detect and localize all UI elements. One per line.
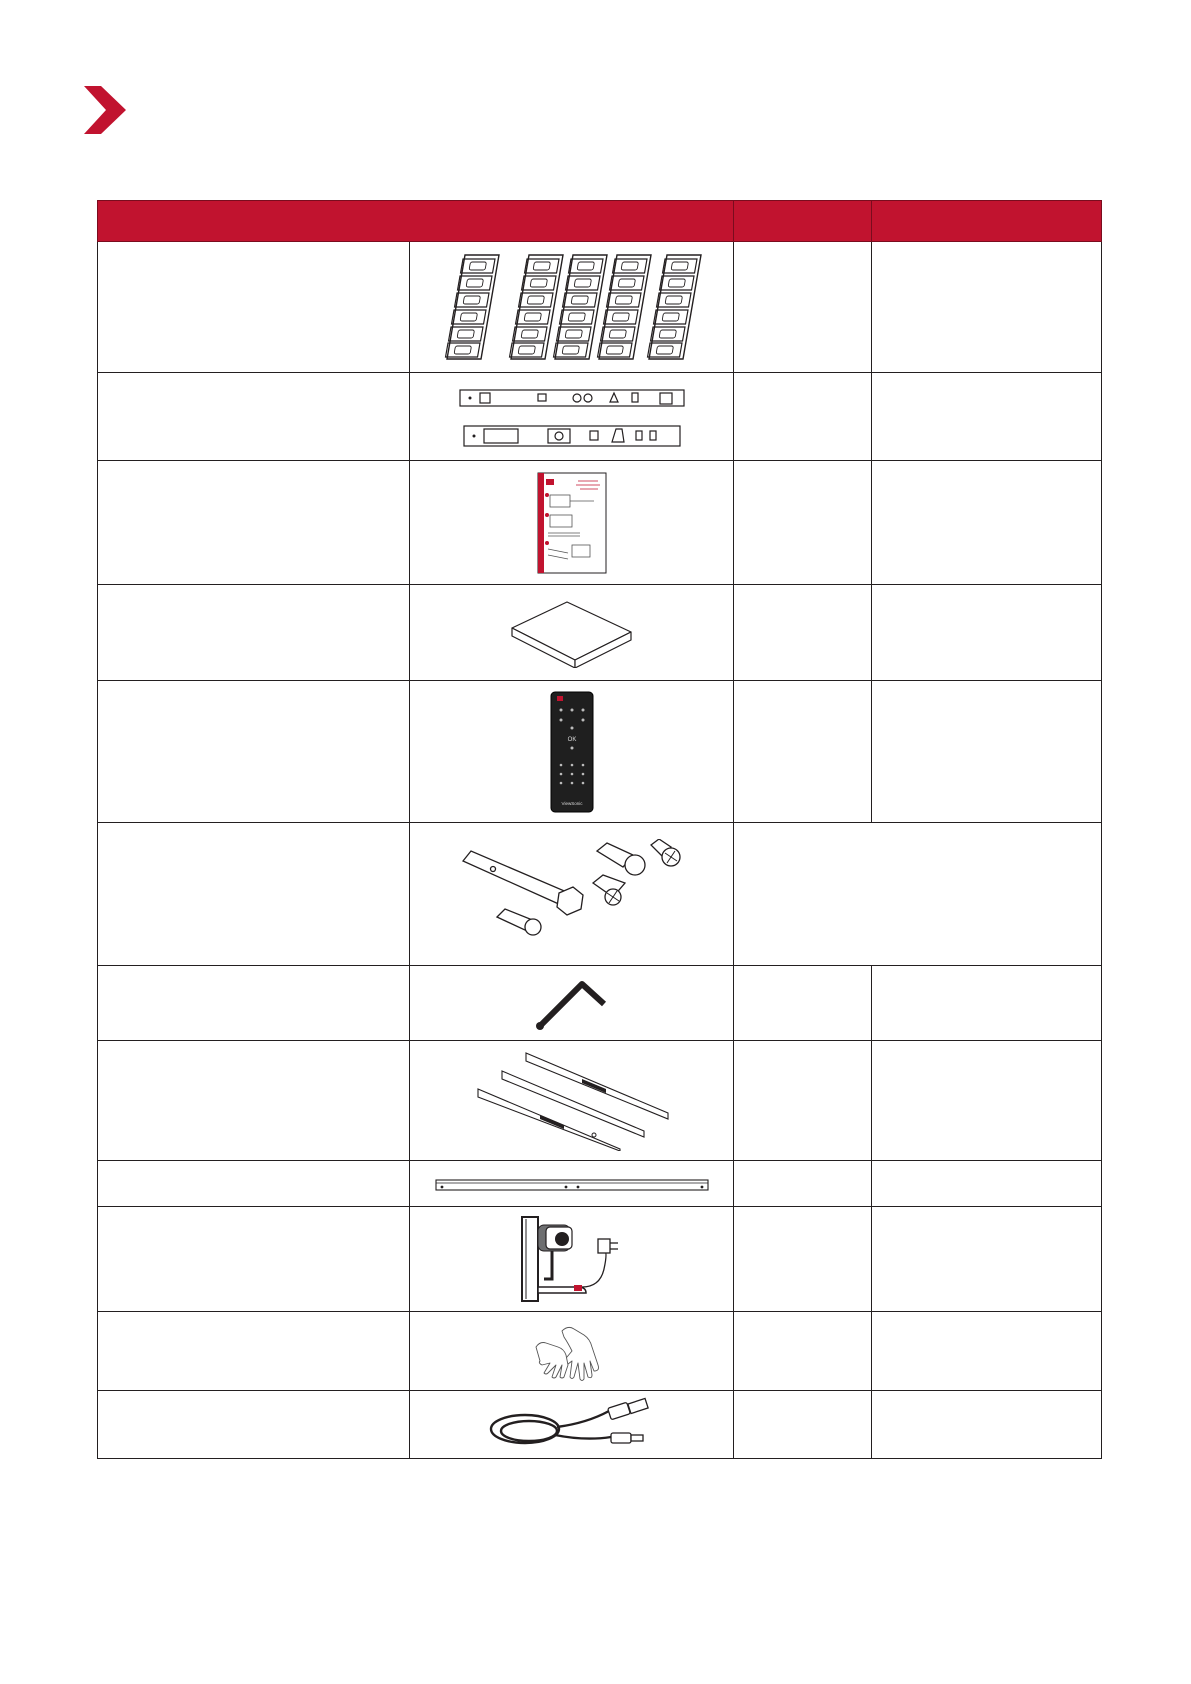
item-note (872, 1161, 1102, 1207)
item-quantity (734, 1041, 872, 1161)
item-quantity (734, 373, 872, 461)
item-quantity (734, 1391, 872, 1459)
item-note (872, 1041, 1102, 1161)
item-name (98, 585, 410, 681)
item-illustration (410, 1391, 734, 1459)
item-name (98, 1161, 410, 1207)
table-row (98, 1161, 1102, 1207)
table-row (98, 966, 1102, 1041)
item-illustration (410, 585, 734, 681)
item-illustration (410, 373, 734, 461)
item-illustration (410, 461, 734, 585)
table-row (98, 823, 1102, 966)
item-note (872, 373, 1102, 461)
item-name (98, 1391, 410, 1459)
mounting-brackets-icon (452, 382, 692, 452)
item-quantity (734, 1161, 872, 1207)
table-row (98, 1312, 1102, 1391)
panel-strips-icon (472, 1051, 672, 1151)
chevron-right-icon (84, 86, 126, 134)
item-illustration (410, 242, 734, 373)
usb-cable-icon (487, 1397, 657, 1453)
table-row (98, 1041, 1102, 1161)
item-note (872, 1312, 1102, 1391)
item-name (98, 373, 410, 461)
item-name (98, 242, 410, 373)
item-illustration (410, 823, 734, 966)
item-note (872, 966, 1102, 1041)
header-quantity (734, 201, 872, 242)
item-name (98, 461, 410, 585)
item-name (98, 1312, 410, 1391)
quick-start-guide-icon (532, 471, 612, 575)
item-note (872, 1207, 1102, 1312)
table-row (98, 585, 1102, 681)
item-illustration (410, 1207, 734, 1312)
item-name (98, 681, 410, 823)
item-quantity (734, 461, 872, 585)
item-quantity (734, 966, 872, 1041)
item-note (872, 1391, 1102, 1459)
header-item (98, 201, 734, 242)
table-row (98, 242, 1102, 373)
table-row (98, 373, 1102, 461)
item-name (98, 1041, 410, 1161)
item-name (98, 823, 410, 966)
rail-bar-icon (432, 1172, 712, 1196)
item-note (872, 585, 1102, 681)
table-row (98, 1391, 1102, 1459)
table-row (98, 681, 1102, 823)
item-quantity (734, 585, 872, 681)
item-quantity-note (734, 823, 1102, 966)
package-contents-table (97, 200, 1102, 1459)
suction-tool-icon (512, 1213, 632, 1305)
item-note (872, 242, 1102, 373)
item-illustration (410, 1312, 734, 1391)
remote-control-icon (547, 690, 597, 814)
remote-ok-label: OK (567, 736, 576, 743)
table-row (98, 1207, 1102, 1312)
header-note (872, 201, 1102, 242)
gloves-icon (532, 1321, 612, 1381)
item-quantity (734, 1312, 872, 1391)
item-name (98, 966, 410, 1041)
item-name (98, 1207, 410, 1312)
table-header-row (98, 201, 1102, 242)
box-icon (507, 598, 637, 668)
item-note (872, 681, 1102, 823)
item-illustration (410, 1161, 734, 1207)
hex-key-icon (532, 974, 612, 1032)
item-illustration (410, 681, 734, 823)
item-quantity (734, 1207, 872, 1312)
remote-brand-label: ViewSonic (561, 800, 582, 806)
item-illustration (410, 1041, 734, 1161)
item-note (872, 461, 1102, 585)
item-illustration (410, 966, 734, 1041)
screws-icon (457, 839, 687, 949)
item-quantity (734, 242, 872, 373)
table-row (98, 461, 1102, 585)
item-quantity (734, 681, 872, 823)
cable-label-sheets-icon (437, 252, 707, 362)
